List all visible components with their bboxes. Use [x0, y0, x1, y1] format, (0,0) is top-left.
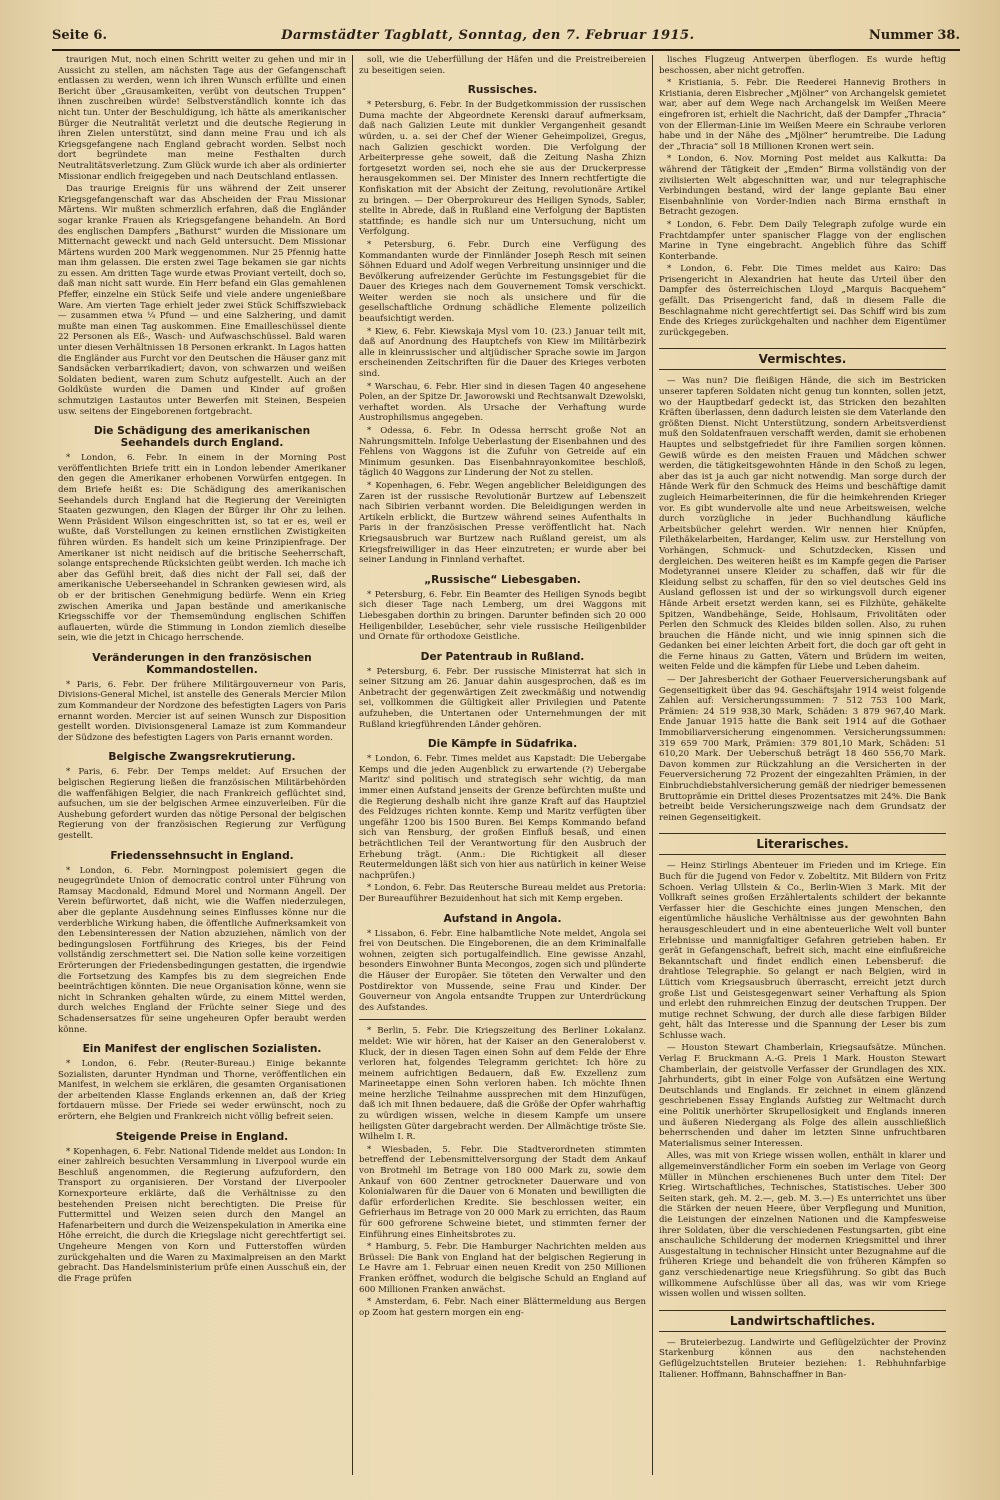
headline-franzoesische-kommandostellen: Veränderungen in den französischen Kommandostellen.	[92, 651, 312, 676]
article-paragraph: * London, 6. Febr. (Reuter-Bureau.) Einige bekannte Sozialisten, darunter Hyndman und Thorne, veröffentlichen ein Manifest, in welchem sie erklären, die gesamten Organisationen der arbeitenden Klasse Englands erkennen an, daß der Krieg fortdauern müsse. Der Friede sei weder erwünscht, noch zu erörtern, ehe Belgien und Frankreich nicht völlig befreit seien.	[58, 1059, 346, 1123]
section-heading-literarisches: Literarisches.	[659, 833, 946, 855]
headline-patentraub: Der Patentraub in Rußland.	[420, 650, 585, 663]
article-paragraph: — Houston Stewart Chamberlain, Kriegsaufsätze. München. Verlag F. Bruckmann A.-G. Preis 1 Mark. Houston Stewart Chamberlain, der geistvolle Verfasser der Grundlagen des XIX. Jahrhunderts, gibt in einer Folge von Aufsätzen eine Wertung Deutschlands und Englands. Er zeichnet in einem glänzend geschriebenen Essay Englands Aufstieg zur Weltmacht durch eine Politik unerhörter Skrupellosigkeit und Englands inneren und äußeren Niedergang als Folge des allein ausschließlich beherrschenden und daher im letzten Sinne unfruchtbaren Materialismus seiner Interessen.	[659, 1043, 946, 1149]
article-paragraph: * Lissabon, 6. Febr. Eine halbamtliche Note meldet, Angola sei frei von Deutschen. Die Eingeborenen, die an dem Kriminalfalle wohnen, zeigten sich portugalfeindlich. Eine gewisse Anzahl, besonders Einwohner Bunta Mecongos, zogen sich und plünderte die Häuser der Europäer. Sie töteten den Verwalter und den Postdirektor von Mussende, seine Frau und Kinder. Der Gouverneur von Angola entsandte Truppen zur Unterdrückung des Aufstandes.	[359, 928, 646, 1013]
article-paragraph: * London, 6. Febr. In einem in der Morning Post veröffentlichten Briefe tritt ein in London lebender Amerikaner den gegen die Amerikaner erhobenen Vorwürfen entgegen. In dem Briefe heißt es: Die Schädigung des amerikanischen Seehandels durch England hat die Regierung der Vereinigten Staaten gezwungen, den Klagen der Bürger ihr Ohr zu leihen. Wenn Präsident Wilson eingeschritten ist, so tat er es, weil er wußte, daß Vorstellungen zu keinen ernstlichen Zwistigkeiten führen würden. Es handelt sich um keine Prinzipienfrage. Der Amerikaner ist nicht neidisch auf die britische Seeherrschaft, solange entsprechende Rücksichten geübt werden. Ich mache ich aber das Gefühl breit, daß dies nicht der Fall sei, daß der amerikanische Ueberseehandel in Schranken gewiesen wird, als ob er der britischen Genehmigung bedürfe. Wenn ein Krieg zwischen Amerika und Japan bestände und amerikanische Kriegsschiffe vor der Themsemündung englischen Schiffen auflauerten, würde die Stimmung in London ziemlich dieselbe sein, wie die jetzt in Chicago herrschende.	[58, 453, 346, 644]
article-paragraph: * London, 6. Febr. Das Reutersche Bureau meldet aus Pretoria: Der Bureauführer Bezuidenhout hat sich mit Kemp ergeben.	[359, 883, 646, 904]
section-divider	[359, 1019, 646, 1020]
article-paragraph: soll, wie die Ueberfüllung der Häfen und die Preistreibereien zu beseitigen seien.	[359, 55, 646, 76]
section-heading-landwirtschaftliches: Landwirtschaftliches.	[659, 1310, 946, 1332]
columns	[52, 55, 960, 1475]
article-paragraph: * Wiesbaden, 5. Febr. Die Stadtverordneten stimmten betreffend der Lebensmittelversorgung der Stadt dem Ankauf von Brotmehl im Betrage von 180 000 Mark zu, sowie dem Ankauf von 600 Zentner getrockneter Dauerware und von Kolonialwaren für die Dauer von 6 Monaten und bewilligten die dafür erforderlichen Kredite. Sie beschlossen weiter, ein Gefrierhaus im Betrage von 20 000 Mark zu errichten, das Raum für 600 gefrorene Schweine bietet, und stimmten ferner der Einführung eines Einheitsbrotes zu.	[359, 1144, 646, 1240]
article-paragraph: * Hamburg, 5. Febr. Die Hamburger Nachrichten melden aus Brüssel: Die Bank von England hat der belgischen Regierung in Le Havre am 1. Februar einen neuen Kredit von 250 Millionen Franken eröffnet, wodurch die belgische Schuld an England auf 600 Millionen Franken anwächst.	[359, 1242, 646, 1295]
headline-russische-liebesgaben: „Russische“ Liebesgaben.	[424, 573, 581, 586]
article-paragraph: Alles, was mit von Kriege wissen wollen, enthält in klarer und allgemeinverständlicher Form ein soeben im Verlage von Georg Müller in München erschienenes Buch unter dem Titel: Der Krieg. Wirtschaftliches, Technisches, Statistisches. Ueber 300 Seiten stark, geh. M. 2.—, geb. M. 3.—) Es unterrichtet uns über die Stärken der neuen Heere, über Verpflegung und Munition, die Leistungen der einzelnen Nationen und die Kampfesweise ihrer Soldaten, über die verschiedenen Festungsarten, gibt eine anschauliche Schilderung der modernen Kriegsmittel und ihrer Ausgestaltung in technischer Hinsicht unter Bezugnahme auf die früheren Kriege und behandelt die von früheren Kämpfen so ganz verschiedenartige neue Kriegsführung. So gibt das Buch willkommene Aufschlüsse über all das, was wir vom Kriege wissen wollen und wissen sollten.	[659, 1151, 946, 1300]
headline-manifest-sozialisten: Ein Manifest der englischen Sozialisten.	[82, 1043, 322, 1056]
article-paragraph: * London, 6. Nov. Morning Post meldet aus Kalkutta: Da während der Tätigkeit der „Emden“ Birma vollständig von der zivilisierten Welt abgeschnitten war, und nur telegraphische Verbindungen bestand, wird der lange geplante Bau einer Eisenbahnlinie von Vorder-Indien nach Birma ernsthaft in Betracht gezogen.	[659, 154, 946, 218]
page-number: Seite 6.	[52, 28, 107, 43]
article-paragraph: Das traurige Ereignis für uns während der Zeit unserer Kriegsgefangenschaft war das Abscheiden der Frau Missionar Märtens. Wir mußten schmerzlich erfahren, daß die Engländer sogar kranke Frauen als Kriegsgefangene behandeln. An Bord des englischen Dampfers „Bathurst“ wurden die Missionare um Mitternacht geweckt und nach Geld untersucht. Dem Missionar Märtens wurden 200 Mark weggenommen. Nur 25 Pfennig hatte man ihm gelassen. Die ersten zwei Tage bekamen sie gar nichts zu essen. Am dritten Tage wurde etwas Proviant verteilt, doch so, daß man nicht satt wurde. Ein Herr befand ein Glas gemahlenen Pfeffer, einzelne ein Stück Seife und viele andere ungenießbare Ware. Am vierten Tage erhielt jeder zwei Stück Schiffszwieback — zusammen etwa ¼ Pfund — und eine Salzhering, und damit mußte man einen Tag auskommen. Eine Emailleschüssel diente 22 Personen als Eß-, Wasch- und Aufwaschschüssel. Bald waren unter diesen Verhältnissen 18 Personen erkrankt. In Lagos hatten die Engländer aus Furcht vor den Deutschen die Häuser ganz mit Sandsäcken verbarrikadiert; davon, von schwarzen und weißen Soldaten bedient, waren zum Schutz aufgestellt. Auch an der Goldküste wurden die Damen und Kinder auf großen schmutzigen Lastautos unter Bewerfen mit Steinen, Bespeien usw. seitens der Eingeborenen fortgebracht.	[58, 184, 346, 417]
headline-kaempfe-suedafrika: Die Kämpfe in Südafrika.	[427, 738, 578, 751]
column-1	[52, 55, 352, 1475]
article-paragraph: * Kopenhagen, 6. Febr. Wegen angeblicher Beleidigungen des Zaren ist der russische Revolutionär Burtzew auf Lebenszeit nach Sibirien verbannt worden. Die Beleidigungen werden in Artikeln erblickt, die Burtzew während seines Aufenthalts in Paris in der französischen Presse veröffentlicht hat. Nach Kriegsausbruch war Burtzew nach Rußland gereist, um als Kriegsfreiwilliger in das Heer einzutreten; er wurde aber bei seiner Landung in Finnland verhaftet.	[359, 480, 646, 566]
page-header	[52, 28, 960, 51]
article-paragraph: * London, 6. Febr. Die Times meldet aus Kairo: Das Prisengericht in Alexandrien hat heute das Urteil über den Dampfer des österreichischen Lloyd „Marquis Bacquehem“ gefällt. Das Prisengericht fand, daß in diesem Falle die Beschlagnahme nicht gerechtfertigt sei. Das Schiff wird bis zum Ende des Krieges zurückgehalten und nachher dem Eigentümer zurückgegeben.	[659, 264, 946, 338]
article-paragraph: * Paris, 6. Febr. Der frühere Militärgouverneur von Paris, Divisions-General Michel, ist anstelle des Generals Mercier Milon zum Kommandeur der Nordzone des befestigten Lagers von Paris ernannt worden. Mercier ist auf seinen Wunsch zur Disposition gestellt worden. Divisionsgeneral Lamaze ist zum Kommandeur der Südzone des befestigten Lagers von Paris ernannt worden.	[58, 679, 346, 743]
article-paragraph: * Kopenhagen, 6. Febr. National Tidende meldet aus London: In einer zahlreich besuchten Versammlung in Liverpool wurde ein Beschluß angenommen, die Regierung aufzufordern, den Transport zu organisieren. Der Vorstand der Liverpooler Kornexporteure erklärte, daß die Verhältnisse zu den bestehenden Preisen nicht berechtigten. Die Preise für Futtermittel und Weizen seien durch den Mangel an Hafenarbeitern und durch die Weizenspekulation in Amerika eine Höhe erreicht, die durch die Kriegslage nicht gerechtfertigt sei. Ungeheure Mengen von Korn und Futterstoffen würden zurückgehalten und die Waren zu Maximalpreisen an den Markt gebracht. Das Handelsministerium prüfe einen Ausschuß ein, der die Frage prüfen	[58, 1146, 346, 1284]
column-2	[352, 55, 652, 1475]
newspaper-masthead: Darmstädter Tagblatt, Sonntag, den 7. Februar 1915.	[281, 28, 695, 43]
article-paragraph: * Petersburg, 6. Febr. Der russische Ministerrat hat sich in seiner Sitzung am 26. Januar dahin ausgesprochen, daß es im Anbetracht der gegenwärtigen Zeit zweckmäßig und notwendig sei, vollkommen die Gültigkeit aller Privilegien und Patente aufzuheben, die Untertanen oder Unternehmungen der mit Rußland kriegführenden Länder gehören.	[359, 666, 646, 730]
article-paragraph: * London, 6. Febr. Morningpost polemisiert gegen die neugegründete Union of democratic control unter Führung von Ramsay Macdonald, Edmund Morel und Normann Angell. Der Verein befürwortet, daß nicht, wie die Waffen niederzulegen, aber die geplante Ausdehnung seines Einflusses könne nur die verderbliche Wirkung haben, die öffentliche Aufmerksamkeit von den Lebensinteressen der Nation abzuziehen, nämlich von der bedingungslosen Fortführung des Krieges, bis der Feind vollständig zerschmettert sei. Die Nation solle keine vorzeitigen Erörterungen der Friedensbedingungen gestatten, die irgendwie die Fortsetzung des Kampfes bis zu dem siegreichen Ende beeinträchtigen könnten. Die neue Organisation könne, wenn sie nicht in Schranken gehalten würde, zu einem Mittel werden, durch welches England der Früchte seiner Siege und des Schadensersatzes für seine ungeheuren Opfer beraubt werden könne.	[58, 865, 346, 1035]
article-paragraph: — Was nun? Die fleißigen Hände, die sich im Bestricken unserer tapferen Soldaten nicht genug tun konnten, sollen jetzt, wo der Hauptbedarf gedeckt ist, das Stricken den bezahlten Kräften überlassen, denn dadurch leisten sie dem Vaterlande den größten Dienst. Nicht Unterstützung, sondern Arbeitsverdienst muß den Soldatenfrauen verschafft werden, damit sie erhobenen Hauptes und selbstgefriedet für ihre Familien sorgen können. Gewiß würde es den meisten Frauen und Mädchen schwer werden, die tätigkeitsgewohnten Hände in den Schoß zu legen, aber das ist ja auch gar nicht notwendig. Man sorge durch der Hände Werk für den Schmuck des Heims und beschäftige damit zugleich Heimarbeiterinnen, die für die heimkehrenden Krieger vor. Es gibt wundervolle alte und neue Arbeitsweisen, welche durch vorzügliche in jeder Buchhandlung käufliche Arbeitsbücher gelehrt werden. Wir nennen hier Knüpfen, Filethäkelarbeiten, Hardanger, Kelim usw. zur Herstellung von Vorhängen, Schmuck- und Schutzdecken, Kissen und dergleichen. Des weiteren heißt es im Kampfe gegen die Pariser Modetyrannei unsere Kleider zu schaffen, daß wir für die Kleidung selbst zu schaffen, für den so viel deutsches Geld ins Ausland geflossen ist und der so wirkungsvoll durch eigener Hände Arbeit ersetzt werden kann, sei es Filzhüte, gehäkelte Spitzen, Wandbehänge, Seide, Hohlsaum, Frivolitäten oder Perlen den Schmuck des Kleides bilden sollen. Also, zu ruhen brauchen die Hände nicht, und wie innig spinnen sich die Gedanken bei einer leichten Arbeit fort, die doch gar oft geht in die Ferne hinaus zu Gatten, Vätern und Brüdern im weiten, weiten Felde und die kämpfen für Liebe und Leben daheim.	[659, 376, 946, 673]
issue-number: Nummer 38.	[868, 28, 960, 43]
headline-russisches: Russisches.	[467, 84, 538, 97]
article-paragraph: * Odessa, 6. Febr. In Odessa herrscht große Not an Nahrungsmitteln. Infolge Ueberlastung der Eisenbahnen und des Fehlens von Waggons ist die Zufuhr von Getreide auf ein Minimum gesunken. Das Eisenbahnrayonkomitee beschloß, täglich 40 Waggons zur Linderung der Not zu stellen.	[359, 426, 646, 479]
article-paragraph: traurigen Mut, noch einen Schritt weiter zu gehen und mir in Aussicht zu stellen, am nächsten Tage aus der Gefangenschaft entlassen zu werden, wenn ich ihren Wunsch erfüllte und einen Bericht über „Grausamkeiten, verübt von deutschen Truppen“ ihnen zuschreiben würde! Selbstverständlich konnte ich das nicht tun. Unter der Beschuldigung, ich hätte als amerikanischer Bürger die Neutralität verletzt und die deutsche Regierung in ihren Zielen unterstützt, sind dann meine Frau und ich als Kriegsgefangene nach England gebracht worden. Selbst noch dort begründete man meine Festhalten durch Neutralitätsverletzung. Zum Glück wurde ich aber als ordinierter Missionar endlich freigegeben und nach Deutschland entlassen.	[58, 55, 346, 182]
headline-usa-seehandel: Die Schädigung des amerikanischen Seehandels durch England.	[93, 425, 311, 450]
headline-friedenssehnsucht: Friedenssehnsucht in England.	[110, 849, 294, 862]
article-paragraph: — Der Jahresbericht der Gothaer Feuerversicherungsbank auf Gegenseitigkeit über das 94. Geschäftsjahr 1914 weist folgende Zahlen auf: Versicherungssummen: 7 512 753 100 Mark, Prämien: 24 519 938,30 Mark, Schäden: 3 879 967,40 Mark. Ende Januar 1915 hatte die Bank seit 1914 auf die Gothaer Immobiliarversicherung eingenommen. Versicherungssummen: 319 659 700 Mark, Prämien: 379 801,10 Mark, Schäden: 51 610,20 Mark. Der Ueberschuß beträgt 18 460 556,70 Mark. Davon kommen zur Rückzahlung an die Versicherten in der Feuerversicherung 72 Prozent der eingezahlten Prämien, in der Einbruchdiebstahlversicherung gemäß der niedriger bemessenen Bruttoprämie ein Drittel dieses Prozentsatzes mit 24%. Die Bank betreibt beide Versicherungszweige nach dem Grundsatz der reinen Gegenseitigkeit.	[659, 675, 947, 823]
headline-belgische-zwangsrekrutierung: Belgische Zwangsrekrutierung.	[108, 751, 296, 764]
section-heading-vermischtes: Vermischtes.	[659, 348, 946, 370]
article-paragraph: * Kiew, 6. Febr. Kiewskaja Mysl vom 10. (23.) Januar teilt mit, daß auf Anordnung des Hauptchefs von Kiew im Militärbezirk alle in kleinrussischer und altjüdischer Sprache sowie im Jargon erscheinenden Zeitschriften für die Dauer des Krieges verboten sind.	[359, 326, 646, 380]
article-paragraph: * Warschau, 6. Febr. Hier sind in diesen Tagen 40 angesehene Polen, an der Spitze Dr. Jaworowski und Rechtsanwalt Dzewolski, verhaftet worden. Als Ursache der Verhaftung wurde Austrophilismus angegeben.	[359, 381, 646, 424]
column-3	[652, 55, 952, 1475]
article-paragraph: * London, 6. Febr. Times meldet aus Kapstadt: Die Uebergabe Kemps und die jeden Augenblick zu erwartende (?) Uebergabe Maritz' sind politisch und strategisch sehr wichtig, da man immer einen Aufstand jenseits der Grenze befürchten mußte und die Regierung deshalb nicht ihre ganze Kraft auf das Hauptziel des Feldzuges richten konnte. Kemp und Maritz verfügten über ungefähr 1200 bis 1500 Buren. Bei Kemps Kommando befand sich van Rensburg, der großen Einfluß besaß, und einen beträchtlichen Teil der Verantwortung für den Ausbruch der Erhebung trägt. (Anm.: Die Richtigkeit all dieser Reutermeldungen läßt sich von hier aus natürlich in keiner Weise nachprüfen.)	[359, 754, 646, 881]
article-paragraph: * Amsterdam, 6. Febr. Nach einer Blättermeldung aus Bergen op Zoom hat gestern morgen ein eng-	[359, 1297, 646, 1318]
article-paragraph: lisches Flugzeug Antwerpen überflogen. Es wurde heftig beschossen, aber nicht getroffen.	[659, 55, 946, 76]
article-paragraph: * Berlin, 5. Febr. Die Kriegszeitung des Berliner Lokalanz. meldet: Wie wir hören, hat der Kaiser an den Generaloberst v. Kluck, der in diesen Tagen einen Sohn auf dem Felde der Ehre verloren hat, folgendes Telegramm gerichtet: Ich höre zu meinem aufrichtigen Bedauern, daß Ew. Exzellenz zum Marineetappe einen Sohn verloren haben. Ich möchte Ihnen meine herzliche Teilnahme aussprechen mit dem Hinzufügen, daß ich mit Ihnen bedauere, daß die Größe der Opfer wahrhaftig zu würdigen wissen, welche in diesem Kampfe um unsere heiligsten Güter dargebracht werden. Der Allmächtige tröste Sie. Wilhelm I. R.	[359, 1026, 646, 1143]
article-paragraph: * Petersburg, 6. Febr. Durch eine Verfügung des Kommandanten wurde der Finnländer Joseph Resch mit seinen Söhnen Eduard und Adolf wegen Verbreitung unsinniger und die Bevölkerung aufreizender Gerüchte im Festungsgebiet für die Dauer des Krieges nach dem Gouvernement Tomsk verschickt. Weiter werden sie noch als unsichere und für die gesellschaftliche Ordnung schädliche Elemente polizeilich beaufsichtigt werden.	[359, 239, 646, 325]
headline-steigende-preise: Steigende Preise in England.	[115, 1130, 289, 1143]
article-paragraph: * Petersburg, 6. Febr. Ein Beamter des Heiligen Synods begibt sich dieser Tage nach Lemberg, um drei Waggons mit Liebesgaben dorthin zu bringen. Darunter befinden sich 20 000 Heiligenbilder, Lesebücher, sehr viele russische Heiligenbilder und Ornate für orthodoxe Geistliche.	[359, 589, 646, 643]
article-paragraph: — Heinz Stirlings Abenteuer im Frieden und im Kriege. Ein Buch für die Jugend von Fedor v. Zobeltitz. Mit Bildern von Fritz Schoen. Verlag Ullstein & Co., Berlin-Wien 3 Mark. Mit der Vollkraft seines großen Erzählertalents schildert der bekannte Verfasser hier die Geschichte eines jungen Menschen, den eigentümliche häusliche Verhältnisse aus der gewohnten Bahn herausgeschleudert und in eine abenteuerliche Welt voll bunter Erlebnisse und mannigfaltiger Gefahren getrieben haben. Er gerät in Gefangenschaft, befreit sich, macht eine einflußreiche Bekanntschaft und findet endlich einen Lebensberuf: die drahtlose Telegraphie. So gelangt er nach Belgien, wird in Lüttich vom Kriegsausbruch überrascht, erreicht jetzt durch große List und Geistesgegenwart seiner Verhaftung als Spion und erlebt den ruhmreichen Einzug der deutschen Truppen. Der mutige rechnet Schwung, der durch alle diese farbigen Bilder geht, hält das Interesse und die Spannung der Leser bis zum Schlusse wach.	[659, 861, 946, 1041]
article-paragraph: * London, 6. Febr. Dem Daily Telegraph zufolge wurde ein Frachtdampfer unter spanischer Flagge von der englischen Marine in Tyne eingebracht. Angeblich führe das Schiff Konterbande.	[659, 219, 946, 262]
article-paragraph: * Kristiania, 5. Febr. Die Reederei Hannevig Brothers in Kristiania, deren Eisbrecher „Mjölner“ von Archangelsk gemietet war, aber auf dem Wege nach Archangelsk im Weißen Meere eingefroren ist, erhielt die Nachricht, daß der Dampfer „Thracia“ von der Ellerman-Linie im Weißen Meere ein Schraube verloren habe und in der Nähe des „Mjölner“ herumtreibe. Die Ladung der „Thracia“ soll 18 Millionen Kronen wert sein.	[659, 78, 946, 152]
article-paragraph: * Paris, 6. Febr. Der Temps meldet: Auf Ersuchen der belgischen Regierung ließen die französischen Militärbehörden die waffenfähigen Belgier, die nach Frankreich geflüchtet sind, aufsuchen, um sie der belgischen Armee einzuverleiben. Für die Aushebung gefordert wurden das nötige Personal der belgischen Regierung von der französischen Regierung zur Verfügung gestellt.	[58, 767, 346, 841]
article-paragraph: * Petersburg, 6. Febr. In der Budgetkommission der russischen Duma machte der Abgeordnete Kerenski darauf aufmerksam, daß nach Galizien Leute mit dunkler Vergangenheit gesandt würden, u. a. sei der Chef der Wiener Geheimpolizei, Gregus, nach Galizien geschickt worden. Die Verfolgung der Arbeiterpresse gehe soweit, daß die Zeitung Nasha Zhizn fortgesetzt worden sei, noch ehe sie aus der Druckerpresse herausgekommen sei. Der Minister des Innern rechtfertigte die Konfiskation mit der Absicht der Zeitung, revolutionäre Artikel zu bringen. — Der Oberprokureur des Heiligen Synods, Sabler, stellte in Abrede, daß in Rußland eine Verfolgung der Baptisten stattfinde; es handle sich nur um Untersuchung, nicht um Verfolgung.	[359, 100, 646, 238]
headline-aufstand-angola: Aufstand in Angola.	[443, 912, 562, 925]
article-paragraph: — Bruteierbezug. Landwirte und Geflügelzüchter der Provinz Starkenburg können aus den nachstehenden Geflügelzuchtstellen Bruteier beziehen: 1. Rebhuhnfarbige Italiener. Hoffmann, Bahnschaffner in Ban-	[659, 1337, 946, 1380]
